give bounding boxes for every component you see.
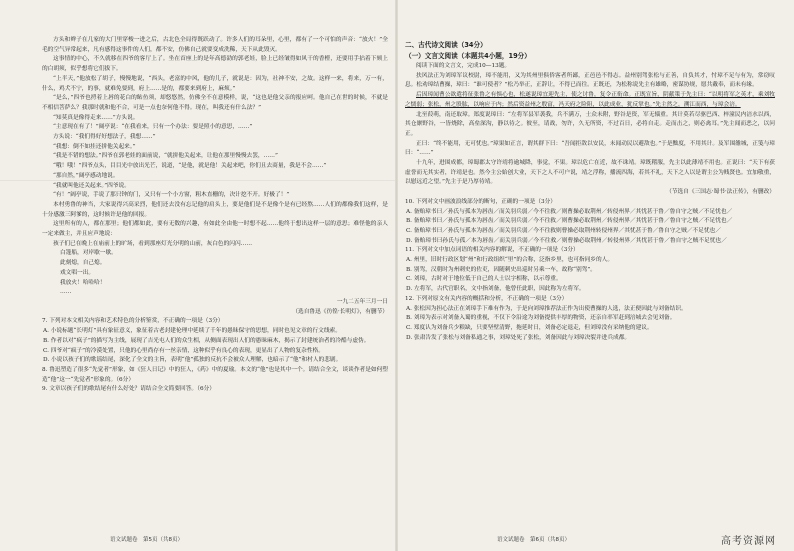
q11-option-a: A. 州里，旧时行政区划“州”和行政组织“里”的合称，泛指乡里，也可指同乡的人。: [406, 257, 614, 264]
q11-option-c: C. 刘璋，古时对于地位低于自己的人士以字相称，以示尊重。: [406, 276, 562, 283]
passage-source: （节选自《三国志·蜀书·法正传》，有删改）: [666, 189, 775, 196]
story-paragraph: 方头和辫子在几家的大门里穿梭一进之后，古北色全局得既跃动了。许多人们的耳朵里，心里，都有了一个可怕的声音：“放火！”全毛的空气异常起来，凡有感得这事件的人们，都不安，仿佛自己就要变成洗稀，天下从此毁灭。: [42, 37, 388, 53]
story-paragraph: “主意现在有了！”阔亭说：“在我看来，只有一个办法：要是照小的意思，……”: [53, 124, 253, 131]
question-12: 12. 下列对原文有关内容的概括和分析，不正确的一项是（3分）: [405, 295, 568, 302]
question-10: 10. 下列对文中画波浪线部分的断句，正确的一项是（3分）: [405, 198, 556, 205]
q7-option-c: C. 四爷对“疯子”的冷漠处置，只他的心里尚存有一丝亲情，这种似乎有良心的表现，更显出了人物的复杂性格。: [43, 347, 324, 354]
classical-passage: 北至葭萌，南还取璋。郑度说璋曰：“左将军县军袭我，兵不满万，士众未附，野谷是资，军无辎重。其计莫若尽驱巴西、梓潼民内涪水以西，其仓廪野谷，一皆烧除，高垒深沟，静以待之。彼至，请战，勿许，久无所资，不过百日，必将自走。走而击之，则必禽耳。”先主闻而恶之，以问正。: [405, 111, 775, 137]
q11-option-d: D. 左将军，古代官职名，文中指刘备，他曾任此职，因此称为左将军。: [406, 286, 585, 293]
section-heading: 二、古代诗文阅读（34分）: [405, 41, 487, 49]
story-paragraph: 这里所有的人，都在那里；他们都如此，要有无数的兴趣，有如此全由他一时想不起……他终于想出这样一层的意思；难怪他的亲人一定来做主，并且应声地说：: [42, 221, 388, 238]
q10-option-a: A. 备贻璋书曰／孙氏与孤本为唇齿／而关羽兵弱／今不往救／则曹操必取荆州／转侵州界／其忧甚于鲁／鲁自守之贼／不足忧也／: [406, 208, 733, 215]
story-paragraph: “我想：倒不如挂还拼他关起来。”: [53, 143, 136, 150]
subsection-heading: （一）文言文阅读（本题共4小题，19分）: [405, 52, 531, 60]
watermark-logo: 高考资源网: [721, 536, 776, 547]
children-song: [42, 249, 388, 298]
question-8: 8. 鲁迅塑造了很多“先觉者”形象，如《狂人日记》中的狂人，《药》中的夏瑜。本文的“他”也是其中一个。请结合全文，谈谈作者是如何塑造“他”这一“先觉者”形象的。（6分）: [42, 366, 388, 383]
song-line: 此刻熄，自己熄。: [60, 260, 106, 267]
q11-option-b: B. 别驾，汉朝时为州刺史的佐吏，因随刺史出巡时另乘一车，故称“别驾”。: [406, 266, 596, 273]
classical-passage: 十九年，进围成都，璋蜀郡太守许靖将逾城降，事觉，不果。璋以危亡在近，故不诛靖。璋既稽服，先主以此薄靖不用也。正说曰：“天下有获虚誉而无其实者，许靖是也。然今主公始创大业，天下之人不可户说，靖之浮称，播流四海，若其不礼，天下之人以是谓主公为贱贤也。宜加敬重，以慰远近之望。”先主于是乃厚待靖。: [405, 160, 775, 186]
reading-instruction: 阅读下面的文言文，完成10—13题。: [416, 63, 511, 69]
story-paragraph: “知莫真是像得走来……”方头说。: [53, 114, 139, 121]
q7-option-b: B. 作者以对“疯子”的描写为主线，展现了吉光屯人们的众生相，从侧面表现出人们的愚昧麻木，揭示了封建统治者的冷酷与虚伪。: [43, 337, 370, 344]
story-paragraph: 孩子们已在晚上在庙前上的旷场，看到那座灯光分明的山前，灰白色的闪闪……: [53, 240, 253, 247]
q12-option-a: A. 张松因为担心法正在刘璋手下难有作为，于是向刘璋推荐法正作为出使曹操的人选，法正便因此与刘备结识。: [406, 305, 687, 312]
q10-option-b: B. 备贻璋书曰／孙氏与孤本为唇齿／而关羽兵弱／今不往救／则曹操必取荆州／转侵州界／其忧甚于鲁／鲁自守之贼／不足忧也／: [406, 218, 733, 225]
classical-passage: 后因璋闻曹公欲遣将征张鲁之有惧心也，松遂说璋宜迎先主，使之讨鲁，复令正衔命。正既宣旨，阴献策于先主曰：“以明将军之英才，乘刘牧之懦弱；张松，州之股肱，以响应于内；然后资益州之殷富，冯天府之险阻，以此成业，犹反掌也。”先主然之，溯江而西，与璋会涪。: [405, 92, 775, 108]
classical-passage: 扶风法正为刘璋军议校尉，璋不能用，又为其州里俱侨客者所鄙，正邑邑不得志。益州别驾张松与正善，自负其才，忖璋不足与有为，常窃叹息。松劝璋结曹操，璋曰：“谁可使者？”松乃举正，正辞让，不得已而往。正既还，为松称说先主有雄略，密谋协规，愿共戴奉，而未有缘。: [405, 72, 775, 89]
q10-option-d: D. 备贻璋书曰孙氏与孤／本为唇齿／而关羽兵弱／今不往救／则曹操必取荆州／转侵州界／其忧甚于鲁／鲁自守之贼不足忧也／: [406, 237, 727, 244]
story-paragraph: “我是不错的想法。”四爷在郭老娃的面前说，“就拼他关起来，让他在那里慢慢去罢，……”: [53, 153, 278, 160]
q12-option-b: B. 刘璋为表示对刘备入蜀的重视，不仅下令沿途为刘备提供丰厚的物资，还亲自率军赶到涪城去会见刘备。: [406, 315, 676, 322]
q10-option-c: C. 备贻璋书曰／孙氏与孤本为唇齿／而关羽兵弱／今不往救则曹操必取荆州转侵州界／其忧甚于鲁／鲁自守之贼／不足忧也／: [406, 227, 721, 234]
question-9: 9. 文章以孩子们的歌结尾有什么好处？请结合全文简要回答。（6分）: [42, 386, 215, 393]
song-line: 白篷船，对岸歇一歇。: [60, 250, 117, 257]
page-6-column: [405, 40, 775, 530]
question-7: 7. 下列对本文相关内容和艺术特色的分析鉴赏，不正确的一项是（3分）: [42, 318, 224, 325]
page-crease: [0, 180, 397, 181]
story-paragraph: “哦！哦！”四爷点头，目目光中放出光芒，说道，“是他，就是他！关起来吧，你们且去商量，我是不会……”: [53, 163, 327, 170]
story-paragraph: 方头说：“我们得好好想法子，我想……”: [53, 134, 156, 141]
story-paragraph: “那自然，”阔亭感动地说。: [53, 172, 119, 179]
q12-option-d: D. 张肃告发了张松与刘备私通之事，刘璋处死了张松，刘备因此与刘璋决裂并进兵成都。: [406, 334, 631, 341]
page-5-footer: 语文试题卷 第5页（共8页）: [110, 537, 183, 543]
song-line: 我放火！哈哈哈！: [60, 279, 106, 286]
page-5-column: [42, 36, 388, 524]
story-date: 一九二五年三月一日: [336, 298, 388, 305]
q7-option-a: A. 小说标题“长明灯”具有象征意义，象征着古老封建伦理中延续了千年的愚昧保守的思想，同时也见文章的行文线索。: [43, 328, 341, 335]
story-paragraph: “上半天，”他放松了胡子，慢慢地说，“西头，老富的中风，他的儿子，就说是：因为，社神不安，之故。这样一来，将来，万一有，什么，鸡犬不宁，的事，就难免要到，府上……是的，都要来到府上，麻烦。”: [42, 75, 388, 92]
classical-passage: 正曰：“终不能用，无可忧也。”璋果如正言，谓其群下曰：“吾闻拒敌以安民，未闻动民以避敌也。”于是黜度，不用其计。及军围雒城，正笺与璋曰：“……”: [405, 140, 775, 157]
q7-option-d: D. 小说以孩子们的歌谣结尾，深化了全文的主旨，表明“他”孤独的反抗不会被众人理解，也暗示了“他”和村人的悲剧。: [43, 357, 342, 364]
story-paragraph: 这事情的中心，不久就移在四爷的客厅上了。坐在首座上的是年高德劭的郭老娃，脸上已经皱得如风干的香橙，还要用手拈着下颏上的白胡须，似乎想将它们拔下。: [42, 56, 388, 73]
story-paragraph: “是么，”四爷也捋着上唇的花白的鲇鱼须，却悠悠然，仿佛全不在意模样，说，“这也是他父亲的报应呵。他自己在世的时候，不就是不相信菩萨么？我那时就和他不合，可是一点也奈何他不得。现在，叫我还有什么法？”: [42, 95, 388, 111]
song-line: ……: [60, 289, 72, 296]
story-paragraph: 本村勇鲁的神当，大家说得兴高采烈，他们还去没有忘记他的肩头上，要是他们是不是像个是有已经熬……人们的都像我们这样，是十分感激三阿爹的，这时候许是他的回报。: [42, 201, 388, 218]
song-line: 戏文唱一出。: [60, 269, 95, 276]
story-paragraph: “我就叫他还关起来。”四爷说。: [53, 182, 130, 189]
question-11: 11. 下列对文中加点词语的相关内容的解说，不正确的一项是（3分）: [405, 247, 579, 254]
story-paragraph: “有！”阔亭说，手说了那只钟的门，又只有一个小方窗，粗木直栅的，决计挖不开。好极了！”: [53, 192, 290, 199]
story-source: （选自鲁迅《彷徨·长明灯》，有删节）: [292, 308, 388, 315]
page-6-footer: 语文试题卷 第6页（共8页）: [497, 537, 570, 543]
q12-option-c: C. 郑度认为刘备兵少粮缺，只要坚壁清野，拖延时日，刘备必定退走，但刘璋没有采纳他的建议。: [406, 324, 653, 331]
exam-page-6: [397, 0, 794, 551]
